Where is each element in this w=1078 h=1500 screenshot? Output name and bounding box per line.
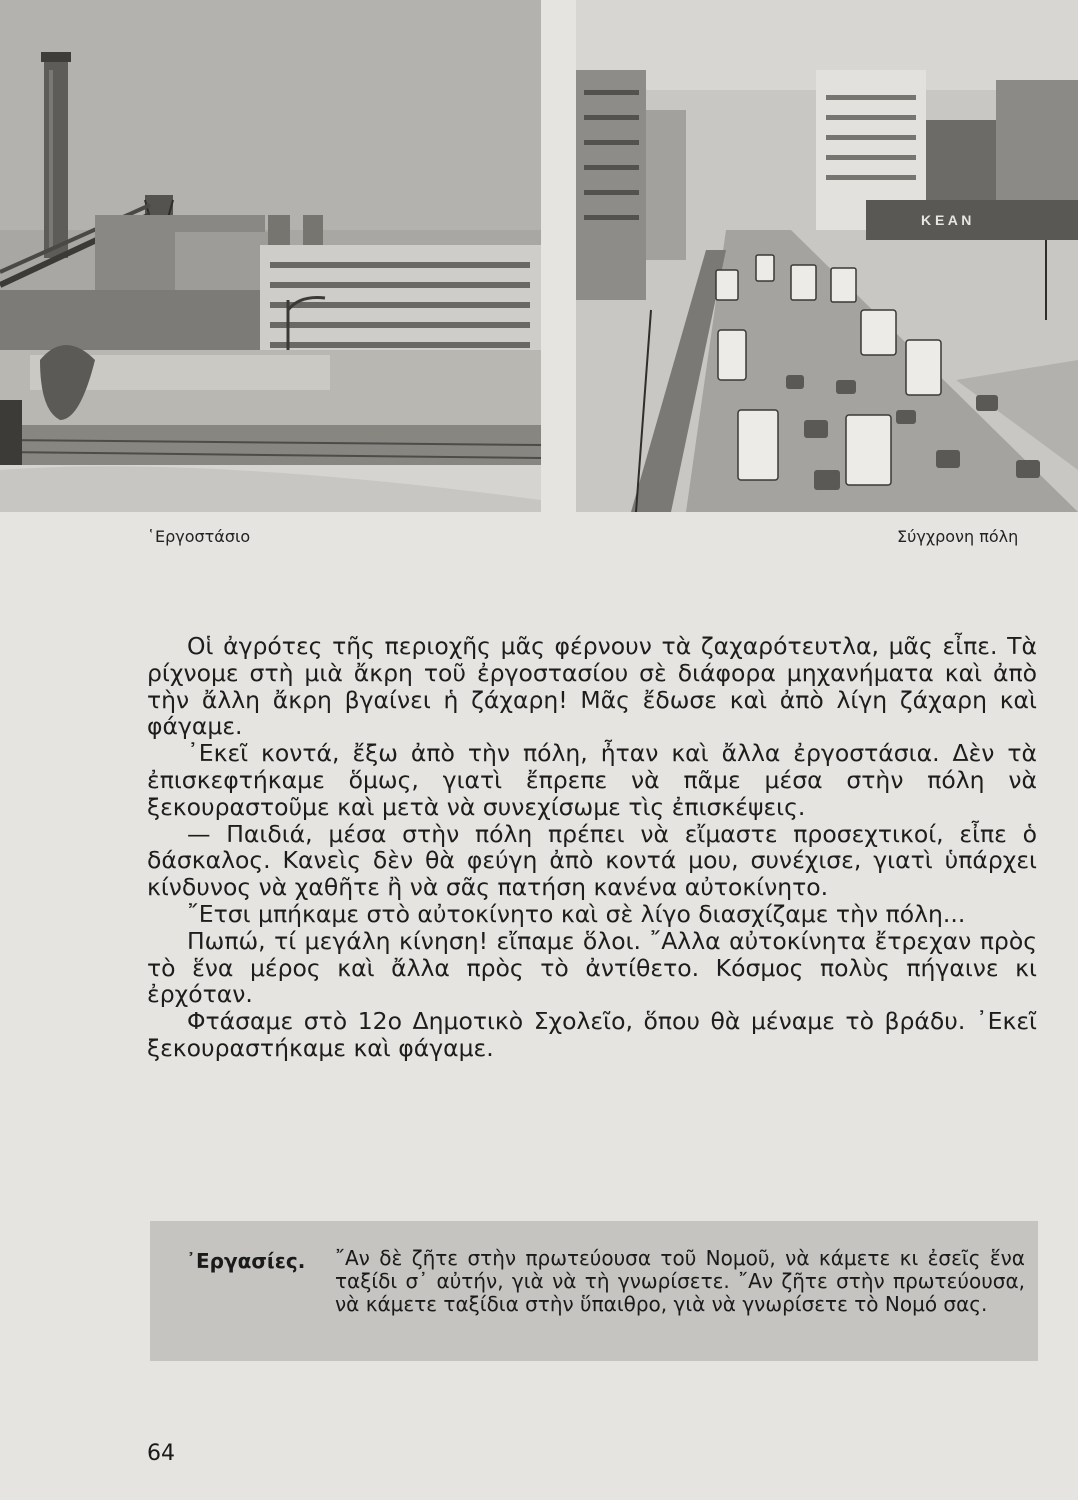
paragraph: ῎Ετσι μπήκαμε στὸ αὐτοκίνητο καὶ σὲ λίγο διασχίζαμε τὴν πόλη... (187, 899, 966, 928)
body-text (147, 633, 1037, 1062)
tasks-box (150, 1221, 1038, 1361)
paragraph: Πωπώ, τί μεγάλη κίνηση! εἴπαμε ὅλοι. ῎Αλλα αὐτοκίνητα ἔτρεχαν πρὸς τὸ ἕνα μέρος καὶ ἄλλα πρὸς τὸ ἀντίθετο. Κόσμος πολὺς πήγαινε κι ἐρχόταν. (147, 926, 1037, 1009)
paragraph: Φτάσαμε στὸ 12ο Δημοτικὸ Σχολεῖο, ὅπου θὰ μέναμε τὸ βράδυ. ᾿Εκεῖ ξεκουραστήκαμε καὶ φάγαμε. (147, 1007, 1037, 1062)
paragraph: Οἱ ἀγρότες τῆς περιοχῆς μᾶς φέρνουν τὰ ζαχαρότευτλα, μᾶς εἶπε. Τὰ ρίχνομε στὴ μιὰ ἄκρη τοῦ ἐργοστασίου σὲ διάφορα μηχανήματα καὶ ἀπὸ τὴν ἄλλη ἄκρη βγαίνει ἡ ζάχαρη! Μᾶς ἔδωσε καὶ ἀπὸ λίγη ζάχαρη καὶ φάγαμε. (147, 632, 1037, 741)
shop-sign-text: K E A N (921, 212, 972, 228)
city-photo-caption: Σύγχρονη πόλη (897, 527, 1019, 546)
tasks-label: ᾿Εργασίες. (186, 1249, 306, 1273)
city-photo (576, 0, 1078, 512)
factory-photo (0, 0, 541, 512)
factory-photo-caption: ῾Εργοστάσιο (147, 527, 251, 546)
page-number: 64 (147, 1441, 175, 1466)
paragraph: — Παιδιά, μέσα στὴν πόλη πρέπει νὰ εἴμαστε προσεχτικοί, εἶπε ὁ δάσκαλος. Κανεὶς δὲν θὰ φεύγη ἀπὸ κοντά μου, συνέχισε, γιατὶ ὑπάρχει κίνδυνος νὰ χαθῆτε ἢ νὰ σᾶς πατήση κανένα αὐτοκίνητο. (147, 819, 1037, 902)
paragraph: ᾿Εκεῖ κοντά, ἔξω ἀπὸ τὴν πόλη, ἦταν καὶ ἄλλα ἐργοστάσια. Δὲν τὰ ἐπισκεφτήκαμε ὅμως, γιατὶ ἔπρεπε νὰ πᾶμε μέσα στὴν πόλη νὰ ξεκουραστοῦμε καὶ μετὰ νὰ συνεχίσωμε τὶς ἐπισκέψεις. (147, 739, 1037, 821)
tasks-text: ῎Αν δὲ ζῆτε στὴν πρωτεύουσα τοῦ Νομοῦ, νὰ κάμετε κι ἐσεῖς ἕνα ταξίδι σ᾿ αὐτήν, γιὰ νὰ τὴ γνωρίσετε. ῎Αν ζῆτε στὴν πρωτεύουσα, νὰ κάμετε ταξίδια στὴν ὕπαιθρο, γιὰ νὰ γνωρίσετε τὸ Νομό σας. (335, 1246, 1025, 1316)
